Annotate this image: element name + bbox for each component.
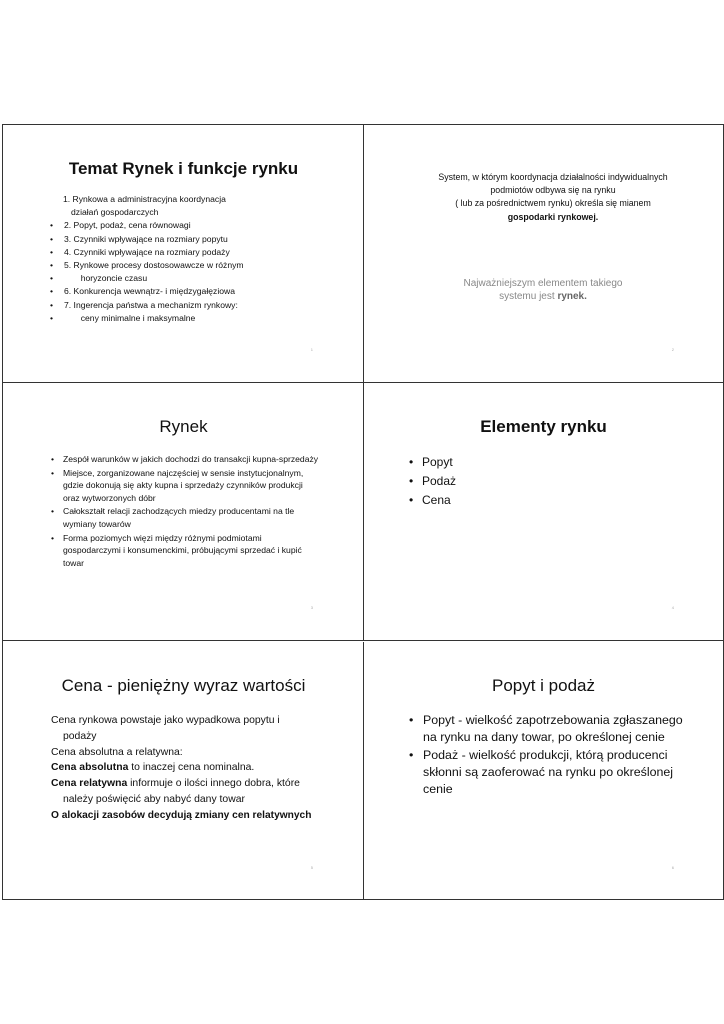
slide-1	[3, 125, 364, 383]
list-item: • 5. Rynkowe procesy dostosowawcze w różnym	[50, 259, 350, 272]
bullet-icon: •	[409, 455, 414, 469]
slide-3	[3, 383, 364, 641]
definition-text: System, w którym koordynacja działalności indywidualnych podmiotów odbywa się na rynku ( lub za pośrednictwem rynku) określa się mianem gospodarki rynkowej.	[438, 172, 668, 222]
bullet-icon: •	[50, 246, 54, 257]
list-item: 1. Rynkowa a administracyjna koordynacja	[63, 194, 226, 204]
page-number: 6	[671, 865, 674, 870]
slide-title: Cena - pieniężny wyraz wartości	[61, 676, 306, 695]
bullet-icon: •	[50, 286, 54, 297]
slide-title: Elementy rynku	[480, 417, 607, 436]
bullet-icon: •	[51, 454, 55, 464]
slide-2	[363, 125, 724, 383]
page-number: 3	[310, 605, 313, 610]
bullet-icon: •	[51, 532, 55, 543]
slide-title: Popyt i podaż	[491, 676, 595, 695]
list-item: działań gospodarczych	[71, 207, 159, 218]
bullet-list	[409, 712, 699, 799]
bullet-icon: •	[409, 713, 414, 727]
slide-6	[363, 642, 724, 900]
slide-4	[363, 383, 724, 641]
list-item: • 6. Konkurencja wewnątrz- i międzygałęziowa	[50, 285, 350, 298]
slides-grid	[2, 124, 724, 900]
list-item: • 2. Popyt, podaż, cena równowagi	[50, 219, 350, 232]
list-item: • Całokształt relacji zachodzących miedzy producentami na tle wymiany towarów	[51, 506, 295, 529]
page-number: 5	[310, 865, 313, 870]
bullet-icon: •	[50, 312, 54, 323]
list-item: • horyzoncie czasu	[50, 272, 350, 285]
list-item: • Podaż	[409, 472, 456, 491]
page-number: 2	[671, 347, 674, 352]
bullet-icon: •	[50, 299, 54, 310]
subtitle-text: Najważniejszym elementem takiego systemu jest rynek.	[463, 278, 623, 302]
list-item: • 4. Czynniki wpływające na rozmiary podaży	[50, 246, 350, 259]
bullet-icon: •	[50, 233, 54, 244]
bullet-icon: •	[51, 467, 55, 478]
list-item: • Forma poziomych więzi między różnymi podmiotami gospodarczymi i konsumenckimi, próbującymi sprzedać i kupić towar	[51, 532, 302, 568]
bullet-icon: •	[50, 273, 54, 284]
bullet-icon: •	[409, 474, 414, 488]
list-item: • Cena	[409, 491, 456, 510]
list-item: • Popyt - wielkość zapotrzebowania zgłaszanego na rynku na dany towar, po określonej cenie	[409, 713, 683, 744]
page-number: 1	[310, 347, 313, 352]
list-item: • 7. Ingerencja państwa a mechanizm rynkowy:	[50, 299, 350, 312]
bullet-icon: •	[409, 748, 414, 762]
list-item: • Miejsce, zorganizowane najczęściej w sensie instytucjonalnym, gdzie dokonują się akty kupna i sprzedaży czynników produkcji oraz wytworzonych dóbr	[51, 467, 304, 503]
slide-title: Temat Rynek i funkcje rynku	[68, 159, 299, 178]
bullet-icon: •	[51, 506, 55, 517]
slide-5	[3, 642, 364, 900]
bullet-icon: •	[409, 493, 414, 507]
topic-list	[50, 193, 350, 325]
bullet-icon: •	[50, 220, 54, 231]
bullet-list	[409, 453, 456, 510]
list-item: • Zespół warunków w jakich dochodzi do transakcji kupna-sprzedaży	[51, 454, 319, 464]
slide-body: Cena rynkowa powstaje jako wypadkowa popytu i podaży Cena absolutna a relatywna: Cena absolutna to inaczej cena nominalna. Cena relatywna informuje o ilości innego dobra, które należy poświęcić aby nabyć dany towar O alokacji zasobów decydują zmiany cen relatywnych	[51, 715, 312, 821]
list-item: • 3. Czynniki wpływające na rozmiary popytu	[50, 233, 350, 246]
page-number: 4	[671, 605, 674, 610]
list-item: • Popyt	[409, 453, 456, 472]
bullet-list	[51, 453, 321, 570]
list-item: • ceny minimalne i maksymalne	[50, 312, 350, 325]
slide-title: Rynek	[159, 417, 208, 436]
bullet-icon: •	[50, 260, 54, 271]
list-item: • Podaż - wielkość produkcji, którą producenci skłonni są zaoferować na rynku po określonej cenie	[409, 748, 674, 796]
